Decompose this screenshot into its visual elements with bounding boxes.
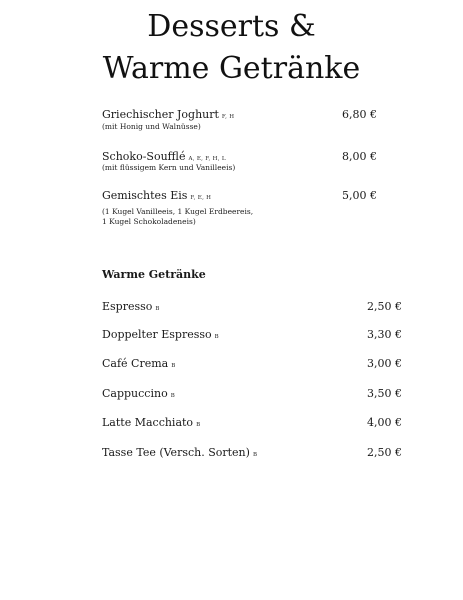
dessert-price: 6,80 € xyxy=(342,108,377,121)
allergen-codes: A, E, F, H, L xyxy=(188,156,226,162)
drink-price: 2,50 € xyxy=(367,446,402,459)
dessert-name-text: Schoko-Soufflé xyxy=(102,150,186,163)
dessert-description: 1 Kugel Schokoladeneis) xyxy=(102,217,196,226)
allergen-codes: B xyxy=(155,306,160,312)
drink-name-text: Cappuccino xyxy=(102,387,168,400)
dessert-description: (mit flüssigem Kern und Vanilleeis) xyxy=(102,163,236,172)
drink-name-text: Tasse Tee (Versch. Sorten) xyxy=(102,446,250,459)
allergen-codes: B xyxy=(252,452,258,458)
dessert-price: 8,00 € xyxy=(342,150,377,163)
drink-name-text: Café Crema xyxy=(102,357,169,370)
dessert-name-text: Gemischtes Eis xyxy=(102,189,188,202)
dessert-description: (mit Honig und Walnüsse) xyxy=(102,122,201,131)
drink-name xyxy=(102,300,160,316)
drink-price: 2,50 € xyxy=(367,300,402,313)
page-title-line-2: Warme Getränke xyxy=(102,51,361,86)
drink-name-text: Doppelter Espresso xyxy=(102,328,212,341)
page-title-line-1: Desserts & xyxy=(147,9,316,44)
dessert-price: 5,00 € xyxy=(342,189,377,202)
allergen-codes: B xyxy=(170,393,176,399)
drink-price: 4,00 € xyxy=(367,416,402,429)
allergen-codes: F, E, H xyxy=(190,195,212,201)
drink-name xyxy=(102,357,176,373)
drink-name xyxy=(102,446,257,462)
drink-price: 3,30 € xyxy=(367,328,402,341)
dessert-name-text: Griechischer Joghurt xyxy=(102,108,219,121)
dessert-description: (1 Kugel Vanilleeis, 1 Kugel Erdbeereis, xyxy=(102,207,254,216)
drink-name xyxy=(102,328,219,344)
drink-name-text: Latte Macchiato xyxy=(102,416,194,429)
allergen-codes: F, H xyxy=(221,114,235,120)
drink-name xyxy=(102,387,175,403)
dessert-name xyxy=(102,189,211,205)
allergen-codes: B xyxy=(196,422,201,428)
allergen-codes: B xyxy=(171,363,176,369)
drink-name xyxy=(102,416,200,432)
allergen-codes: B xyxy=(214,334,219,340)
section-heading-warm-drinks: Warme Getränke xyxy=(102,268,206,281)
drink-price: 3,00 € xyxy=(367,357,402,370)
drink-price: 3,50 € xyxy=(367,387,402,400)
drink-name-text: Espresso xyxy=(102,300,153,313)
